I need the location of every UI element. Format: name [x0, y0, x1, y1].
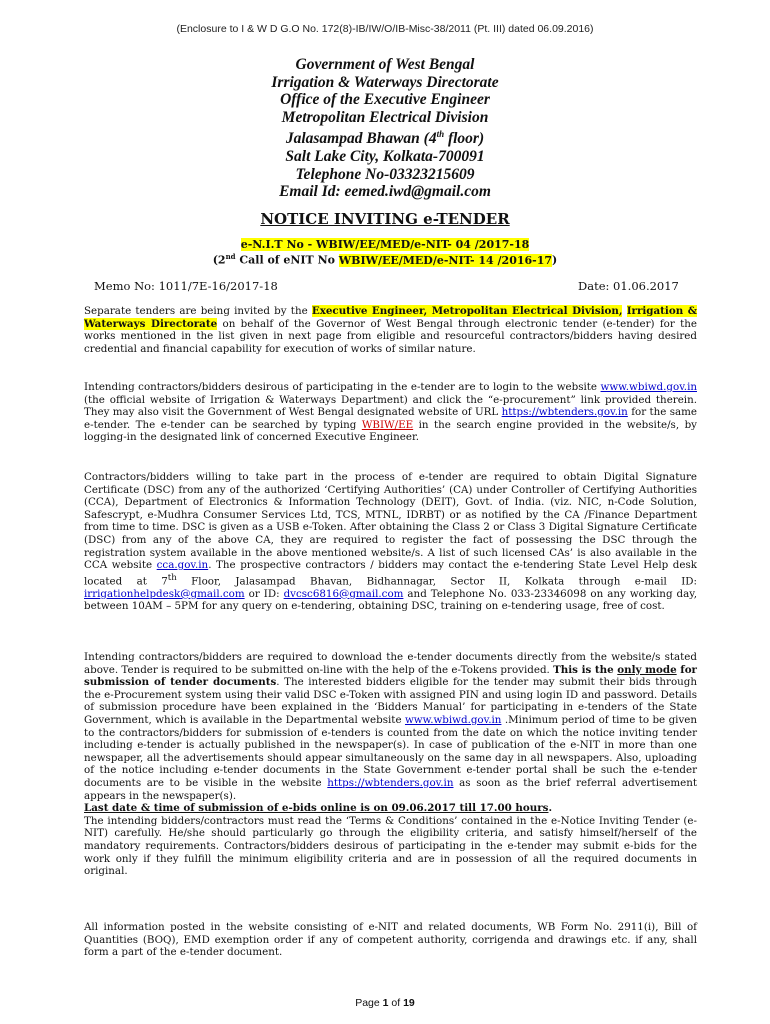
nit-number: [0, 238, 770, 251]
p3-text-1: Contractors/bidders willing to take part in the process of e-tender are required to obtain Digital Signature Certificate (DSC) from any of the authorized ‘Certifying Authorities’ (CA) under Controller of Certifying Authorities (CCA), Department of Electronics & Information Technology (DEIT), Govt. of India. (viz. NIC, n-Code Solution, Safescrypt, e-Mudhra Consumer Services Ltd, TCS, MTNL, IDRBT) or as notified by the CA /Finance Department from time to time. DSC is given as a USB e-Token. After obtaining the Class 2 or Class 3 Digital Signature Certificate (DSC) from any of the above CA, they are required to register the fact of possessing the DSC through the registration system available in the above mentioned website/s. A list of such licensed CAs’ is also available in the CCA website: [84, 471, 697, 572]
link-dvcsc-email[interactable]: dvcsc6816@gmail.com: [283, 587, 404, 600]
paragraph-information: All information posted in the website consisting of e-NIT and related documents, WB Form No. 2911(i), Bill of Quantities (BOQ), EMD exemption order if any of competent authority, corrigenda and drawings etc. if any, shall form a part of the e-tender document.: [84, 921, 697, 959]
footer-of: of: [388, 997, 404, 1009]
nit-call-reference: WBIW/EE/MED/e-NIT- 14 /2016-17: [338, 253, 553, 267]
footer-page-label: Page: [355, 997, 383, 1009]
office-building-floor: floor): [444, 130, 485, 148]
p3-text-3: Floor, Jalasampad Bhavan, Bidhannagar, Sector II, Kolkata through e-mail ID:: [176, 575, 697, 588]
p1-highlight-office: Executive Engineer, Metropolitan Electrical Division,: [311, 305, 623, 317]
link-cca[interactable]: cca.gov.in: [156, 559, 209, 572]
submission-deadline: Last date & time of submission of e-bids online is on 09.06.2017 till 17.00 hours: [84, 802, 549, 815]
p2-text-4: in the search engine provided in the website/s, by logging-in the designated link of concerned Executive Engineer.: [84, 418, 697, 444]
p2-text-3: for the same e-tender. The e-tender can be searched by typing: [84, 406, 697, 431]
office-line-directorate: Irrigation & Waterways Directorate: [271, 73, 499, 91]
p4-text-4: as soon as the brief referral advertisement appears in the newspaper(s).: [84, 776, 697, 802]
p2-text-1: Intending contractors/bidders desirous of participating in the e-tender are to login to the website: [84, 381, 601, 393]
link-wbtenders-2[interactable]: https://wbtenders.gov.in: [327, 776, 454, 789]
deadline-dot: .: [548, 802, 553, 815]
office-line-building: [0, 126, 770, 148]
link-wbtenders[interactable]: https://wbtenders.gov.in: [501, 406, 628, 419]
link-wbiwd[interactable]: www.wbiwd.gov.in: [600, 381, 697, 393]
memo-date: Date: 01.06.2017: [578, 279, 679, 293]
office-header: [0, 56, 770, 201]
p3-text-4: or ID:: [244, 587, 284, 600]
office-line-government: Government of West Bengal: [295, 56, 475, 73]
p4-bold-2: for submission of tender documents: [84, 663, 697, 689]
link-wbiwd-2[interactable]: www.wbiwd.gov.in: [404, 713, 502, 726]
office-line-telephone: Telephone No-03323215609: [295, 165, 475, 183]
memo-number: Memo No: 1011/7E-16/2017-18: [94, 279, 278, 293]
paragraph-submission: [84, 651, 697, 878]
nit-call-post: ): [552, 253, 558, 267]
p1-text-2: on behalf of the Governor of West Bengal through electronic tender (e-tender) for the works mentioned in the list given in next page from eligible and resourceful contractors/bidders having desired credential and financial capability for execution of works of similar nature.: [84, 317, 697, 355]
p4-text-3: .Minimum period of time to be given to the contractors/bidders for submission of e-tenders is counted from the date on which the notice inviting tender including e-tender is actually published in the newspaper(s). In case of publication of the e-NIT in more than one newspaper, all the advertisements should appear simultaneously on the same day in all newspapers. Also, uploading of the notice including e-tender documents in the State Government e-tender portal shall be such the e-tender documents are to be visible in the website: [84, 713, 697, 789]
p1-text-1: Separate tenders are being invited by the: [84, 305, 312, 317]
paragraph-invitation: [84, 305, 697, 355]
p3-text-5: and Telephone No. 033-23346098 on any working day, between 10AM – 5PM for any query on e-tendering, obtaining DSC, training on e-tendering usage, free of cost.: [84, 587, 697, 613]
paragraph-dsc: [84, 471, 697, 613]
office-line-email: Email Id: eemed.iwd@gmail.com: [279, 183, 491, 201]
p3-sup: th: [167, 572, 177, 583]
office-line-division: Metropolitan Electrical Division: [281, 108, 489, 126]
notice-title: NOTICE INVITING e-TENDER: [260, 210, 510, 228]
nit-call-sup: nd: [225, 252, 236, 261]
footer-total-pages: 19: [403, 997, 415, 1009]
p4-bold-1: This is the: [553, 663, 618, 676]
office-building-text: Jalasampad Bhawan (4: [285, 130, 437, 148]
p4-text-1: Intending contractors/bidders are required to download the e-tender documents directly from the website/s stated above. Tender is required to be submitted on-line with the help of the e-Tokens provided.: [84, 651, 697, 676]
p2-search-term: WBIW/EE: [361, 418, 414, 431]
p4-text-2: . The interested bidders eligible for the tender may submit their bids through the e-Procurement system using their valid DSC e-Token with assigned PIN and using login ID and password. Details of submission procedure have been explained in the ‘Bidders Manual’ for participating in e-tenders of the State Government, which is available in the Departmental website: [84, 676, 697, 726]
p4-text-5: The intending bidders/contractors must read the ‘Terms & Conditions’ contained in the e-Notice Inviting Tender (e-NIT) carefully. He/she should particularly go through the eligibility criteria, and satisfy himself/herself of the mandatory requirements. Contractors/bidders desirous of participating in the e-tender may submit e-bids for the work only if they fulfill the minimum eligibility criteria and are in possession of all the required documents in original.: [84, 814, 697, 878]
p2-text-2: (the official website of Irrigation & Waterways Department) and click the “e-procurement” link provided therein. They may also visit the Government of West Bengal designated website of URL: [84, 393, 697, 419]
link-helpdesk-email[interactable]: irrigationhelpdesk@gmail.com: [84, 587, 245, 600]
footer-current-page: 1: [382, 997, 389, 1009]
p3-text-2: . The prospective contractors / bidders may contact the e-tendering State Level Help desk located at 7: [84, 559, 697, 588]
office-line-city: Salt Lake City, Kolkata-700091: [285, 148, 485, 166]
nit-call-pre: (2: [212, 253, 226, 267]
office-line-office: Office of the Executive Engineer: [280, 91, 490, 109]
nit-second-call: [0, 252, 770, 267]
nit-call-mid: Call of eNIT No: [235, 253, 339, 267]
paragraph-login: [84, 381, 697, 444]
nit-number-text: e-N.I.T No - WBIW/EE/MED/e-NIT- 04 /2017-18: [240, 238, 530, 251]
office-building-sup: th: [436, 129, 445, 140]
enclosure-reference: (Enclosure to I & W D G.O No. 172(8)-IB/IW/O/IB-Misc-38/2011 (Pt. III) dated 06.09.2016): [176, 23, 594, 35]
page-footer: [0, 997, 770, 1009]
p4-bold-underline: only mode: [617, 663, 677, 676]
p1-highlight-directorate: Irrigation & Waterways Directorate: [84, 305, 697, 330]
